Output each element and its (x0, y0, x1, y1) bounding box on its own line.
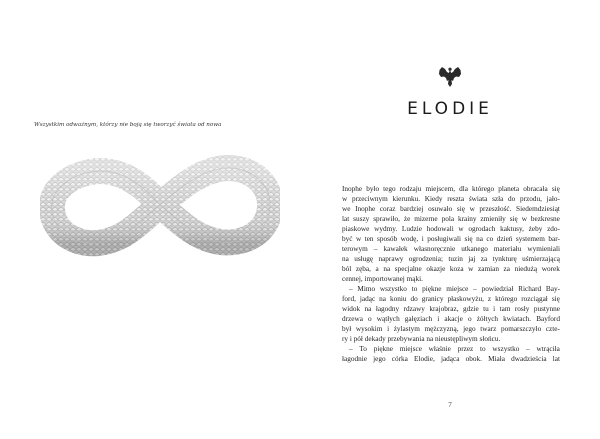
text-line: widok na łagodny rdzawy krajobraz, gdzie tu i tam rosły pustynne (342, 305, 560, 313)
text-line: drzewa o wątłych gałęziach i akacje o żółtych kwiatach. Bayford (342, 315, 560, 323)
text-line: we Inophe coraz bardziej osuwało się w przeszłość. Siedemdziesiąt (342, 205, 560, 213)
chapter-body-text (342, 184, 560, 364)
text-line: piaskowe wydmy. Ludzie hodowali w ogrodach kaktusy, żeby zdo- (342, 225, 560, 233)
text-line: Inophe było tego rodzaju miejscem, dla którego planeta obracała się (342, 185, 560, 193)
text-line: na usługę naprawy ogrodzenia; tuzin jaj za tynkturę uśmierzającą (342, 255, 560, 263)
infinity-serpent-icon (40, 150, 280, 260)
text-line: terowym – kawałek własnoręcznie utkanego materiału wymieniali (342, 245, 560, 253)
infinity-serpent-illustration (40, 150, 280, 260)
text-line: być w ten sposób wodę, i posługiwali się na co dzień systemem bar- (342, 235, 560, 243)
text-line: ból zęba, a na specjalne okazje koza w zamian za niedużą worek (342, 265, 560, 273)
text-line: ry i pół dekady przebywania na nieustępliwym słońcu. (342, 335, 501, 343)
text-line: cennej, importowanej mąki. (342, 275, 423, 283)
text-line: ford, jadąc na koniu do granicy płaskowyżu, z którego rozciągał się (342, 295, 560, 303)
text-line: lat suszy sprawiło, że mizerne pola krainy zmieniły się w bezkresne (342, 215, 560, 223)
text-line: był wysokim i żylastym mężczyzną, jego twarz pomarszczyło czte- (342, 325, 560, 333)
right-page (300, 0, 600, 439)
text-line: – Mimo wszystko to piękne miejsce – powiedział Richard Bay- (349, 285, 560, 293)
dedication: Wszystkim odważnym, którzy nie boją się tworzyć świata od nowa (34, 122, 222, 128)
dragon-icon (438, 66, 462, 88)
chapter-title: ELODIE (407, 99, 493, 119)
text-line: w przeciwnym kierunku. Kiedy reszta świata szła do przodu, jało- (342, 195, 560, 203)
text-line: – To piękne miejsce właśnie przez to wszystko – wtrąciła (349, 345, 560, 353)
page-number: 7 (448, 401, 452, 409)
dragon-emblem (438, 66, 462, 88)
text-line: łagodnie jego córka Elodie, jadąca obok. Miała dwadzieścia lat (342, 355, 560, 363)
